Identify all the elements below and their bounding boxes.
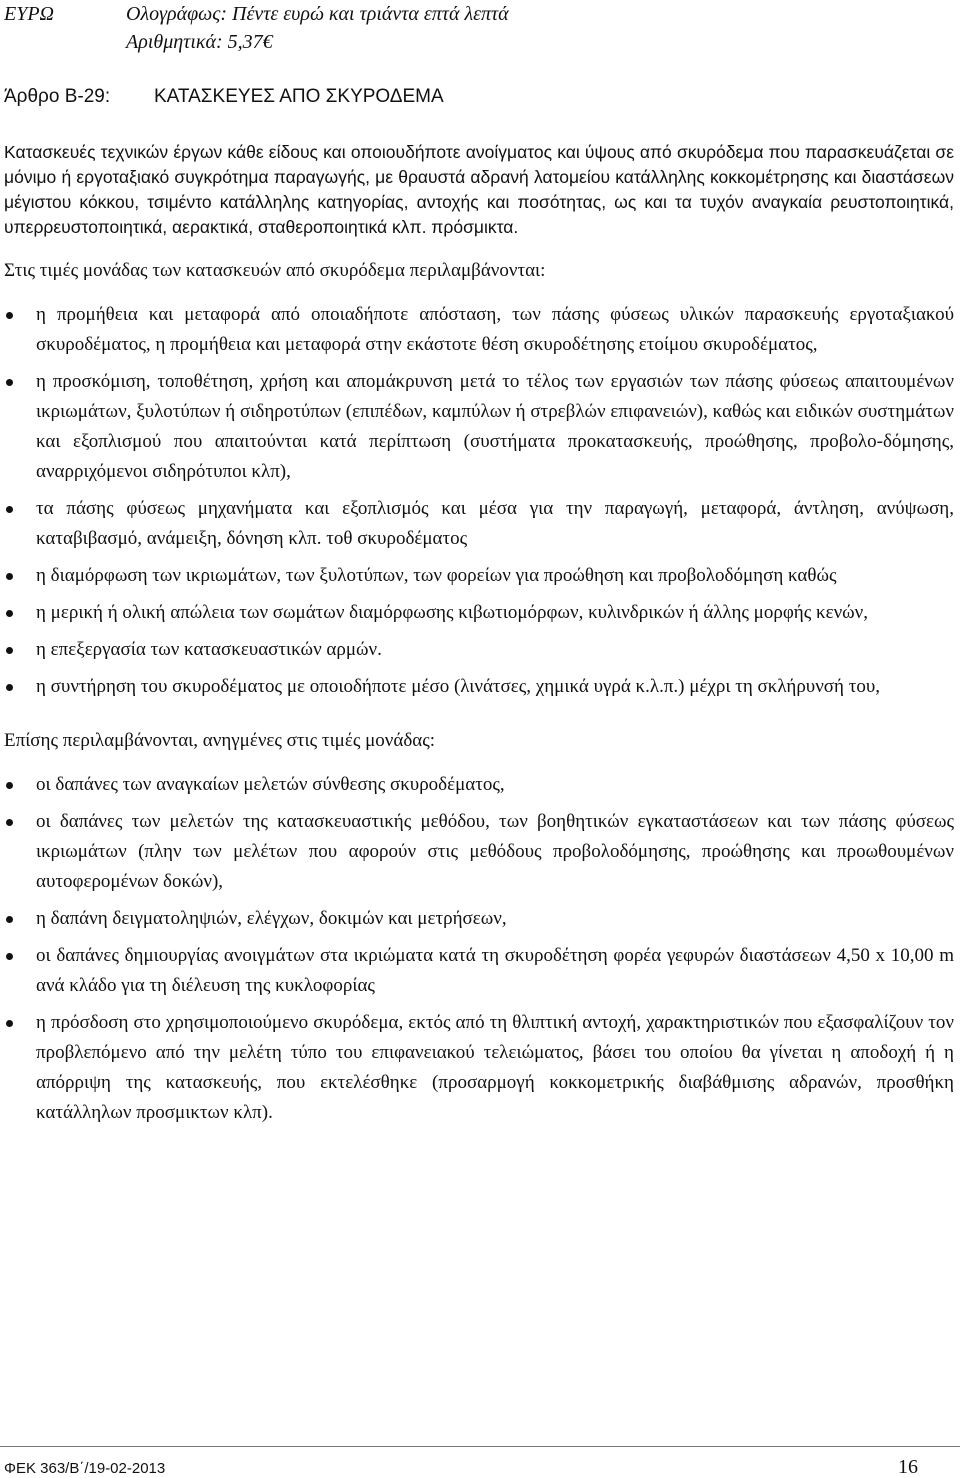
bullet-icon	[6, 312, 13, 319]
list-item-text: η επεξεργασία των κατασκευαστικών αρμών.	[36, 639, 382, 660]
list-item-text: τα πάσης φύσεως μηχανήματα και εξοπλισμός και μέσα για την παραγωγή, μεταφορά, άντληση, ανύψωση, καταβιβασμό, ανάμειξη, δόνηση κλπ. τοθ σκυροδέματος	[36, 498, 954, 549]
bullet-icon	[6, 916, 13, 923]
article-title: ΚΑΤΑΣΚΕΥΕΣ ΑΠΟ ΣΚΥΡΟΔΕΜΑ	[154, 86, 444, 107]
list-item-text: η δαπάνη δειγματοληψιών, ελέγχων, δοκιμών και μετρήσεων,	[36, 908, 507, 929]
bullet-icon	[6, 379, 13, 386]
list-item	[4, 904, 954, 934]
list-item	[4, 367, 954, 487]
list-item-text: η προμήθεια και μεταφορά από οποιαδήποτε απόσταση, των πάσης φύσεως υλικών παρασκευής εργοταξιακού σκυροδέματος, η προμήθεια και μεταφορά στην εκάστοτε θέση σκυροδέτησης ετοίμου σκυροδέματος,	[36, 304, 954, 355]
also-included-list	[4, 770, 954, 1128]
list-item	[4, 494, 954, 554]
list-item-text: η προσκόμιση, τοποθέτηση, χρήση και απομάκρυνση μετά το τέλος των εργασιών των πάσης φύσεως απαιτουμένων ικριωμάτων, ξυλοτύπων ή σιδηροτύπων (επιπέδων, καμπύλων ή στρεβλών επιφανειών), καθώς και ειδικών συστημάτων και εξοπλισμού που απαιτούνται κατά περίπτωση (συστήματα προκατασκευής, προώθησης, προβολο-δόμησης, αναρριχόμενοι σιδηρότυποι κλπ),	[36, 371, 954, 482]
list-item-text: οι δαπάνες των αναγκαίων μελετών σύνθεσης σκυροδέματος,	[36, 774, 505, 795]
also-included-heading: Επίσης περιλαμβάνονται, ανηγμένες στις τιμές μονάδας:	[4, 730, 436, 751]
list-item-text: η διαμόρφωση των ικριωμάτων, των ξυλοτύπων, των φορείων για προώθηση και προβολοδόμηση καθώς	[36, 565, 837, 586]
bullet-icon	[6, 819, 13, 826]
included-heading: Στις τιμές μονάδας των κατασκευών από σκυρόδεμα περιλαμβάνονται:	[4, 260, 546, 281]
list-item	[4, 300, 954, 360]
page-number: 16	[898, 1456, 918, 1478]
bullet-icon	[6, 610, 13, 617]
bullet-icon	[6, 573, 13, 580]
currency-unit: ΕΥΡΩ	[4, 3, 55, 25]
list-item	[4, 598, 954, 628]
bullet-icon	[6, 782, 13, 789]
list-item	[4, 635, 954, 665]
list-item	[4, 672, 954, 702]
bullet-icon	[6, 506, 13, 513]
list-item-text: οι δαπάνες δημιουργίας ανοιγμάτων στα ικριώματα κατά τη σκυροδέτηση φορέα γεφυρών διαστάσεων 4,50 x 10,00 m ανά κλάδο για τη διέλευση της κυκλοφορίας	[36, 945, 954, 996]
article-heading	[4, 84, 444, 110]
price-values	[126, 0, 509, 56]
article-body	[4, 140, 954, 1152]
list-item	[4, 807, 954, 897]
list-item-text: η συντήρηση του σκυροδέματος με οποιοδήποτε μέσο (λινάτσες, χημικά υγρά κ.λ.π.) μέχρι τη σκλήρυνσή του,	[36, 676, 881, 697]
bullet-icon	[6, 953, 13, 960]
list-item	[4, 941, 954, 1001]
page-footer	[0, 1446, 960, 1478]
list-item	[4, 1008, 954, 1128]
intro-paragraph: Κατασκευές τεχνικών έργων κάθε είδους και οποιουδήποτε ανοίγματος και ύψους από σκυρόδεμα που παρασκευάζεται σε μόνιμο ή εργοταξιακό συγκρότημα παραγωγής, με θραυστά αδρανή λατομείου κατάλληλης κοκκομέτρησης και διαστάσεων μέγιστου κόκκου, τσιμέντο κατάλληλης κατηγορίας, αντοχής και ποσότητας, ως και τα τυχόν αναγκαία ρευστοποιητικά, υπερρευστοποιητικά, αερακτικά, σταθεροποιητικά κλπ. πρόσμικτα.	[4, 142, 954, 237]
price-in-numbers: Αριθμητικά: 5,37€	[126, 31, 273, 53]
list-item	[4, 561, 954, 591]
list-item-text: η μερική ή ολική απώλεια των σωμάτων διαμόρφωσης κιβωτιομόρφων, κυλινδρικών ή άλλης μορφής κενών,	[36, 602, 869, 623]
bullet-icon	[6, 647, 13, 654]
article-number: Άρθρο Β-29:	[4, 86, 111, 107]
included-list	[4, 300, 954, 702]
list-item-text: η πρόσδοση στο χρησιμοποιούμενο σκυρόδεμα, εκτός από τη θλιπτική αντοχή, χαρακτηριστικών που εξασφαλίζουν τον προβλεπόμενο από την μελέτη τύπο του επιφανειακού τελειώματος, βάσει του οποίου θα γίνεται η αποδοχή ή η απόρριψη της κατασκευής, που εκτελέσθηκε (προσαρμογή κοκκομετρικής διαβάθμισης αδρανών, προσθήκη κατάλληλων προσμικτων κλπ).	[36, 1012, 954, 1123]
bullet-icon	[6, 1020, 13, 1027]
bullet-icon	[6, 684, 13, 691]
list-item	[4, 770, 954, 800]
price-in-words: Ολογράφως: Πέντε ευρώ και τριάντα επτά λεπτά	[126, 3, 509, 25]
gazette-reference: ΦΕΚ 363/Β΄/19-02-2013	[4, 1460, 166, 1477]
list-item-text: οι δαπάνες των μελετών της κατασκευαστικής μεθόδου, των βοηθητικών εγκαταστάσεων και των πάσης φύσεως ικριωμάτων (πλην των μελέτων που αφορούν στις μεθόδους προβολοδόμησης, προώθησης και προωθουμένων αυτοφερομένων δοκών),	[36, 811, 954, 892]
footer-divider	[0, 1446, 960, 1447]
